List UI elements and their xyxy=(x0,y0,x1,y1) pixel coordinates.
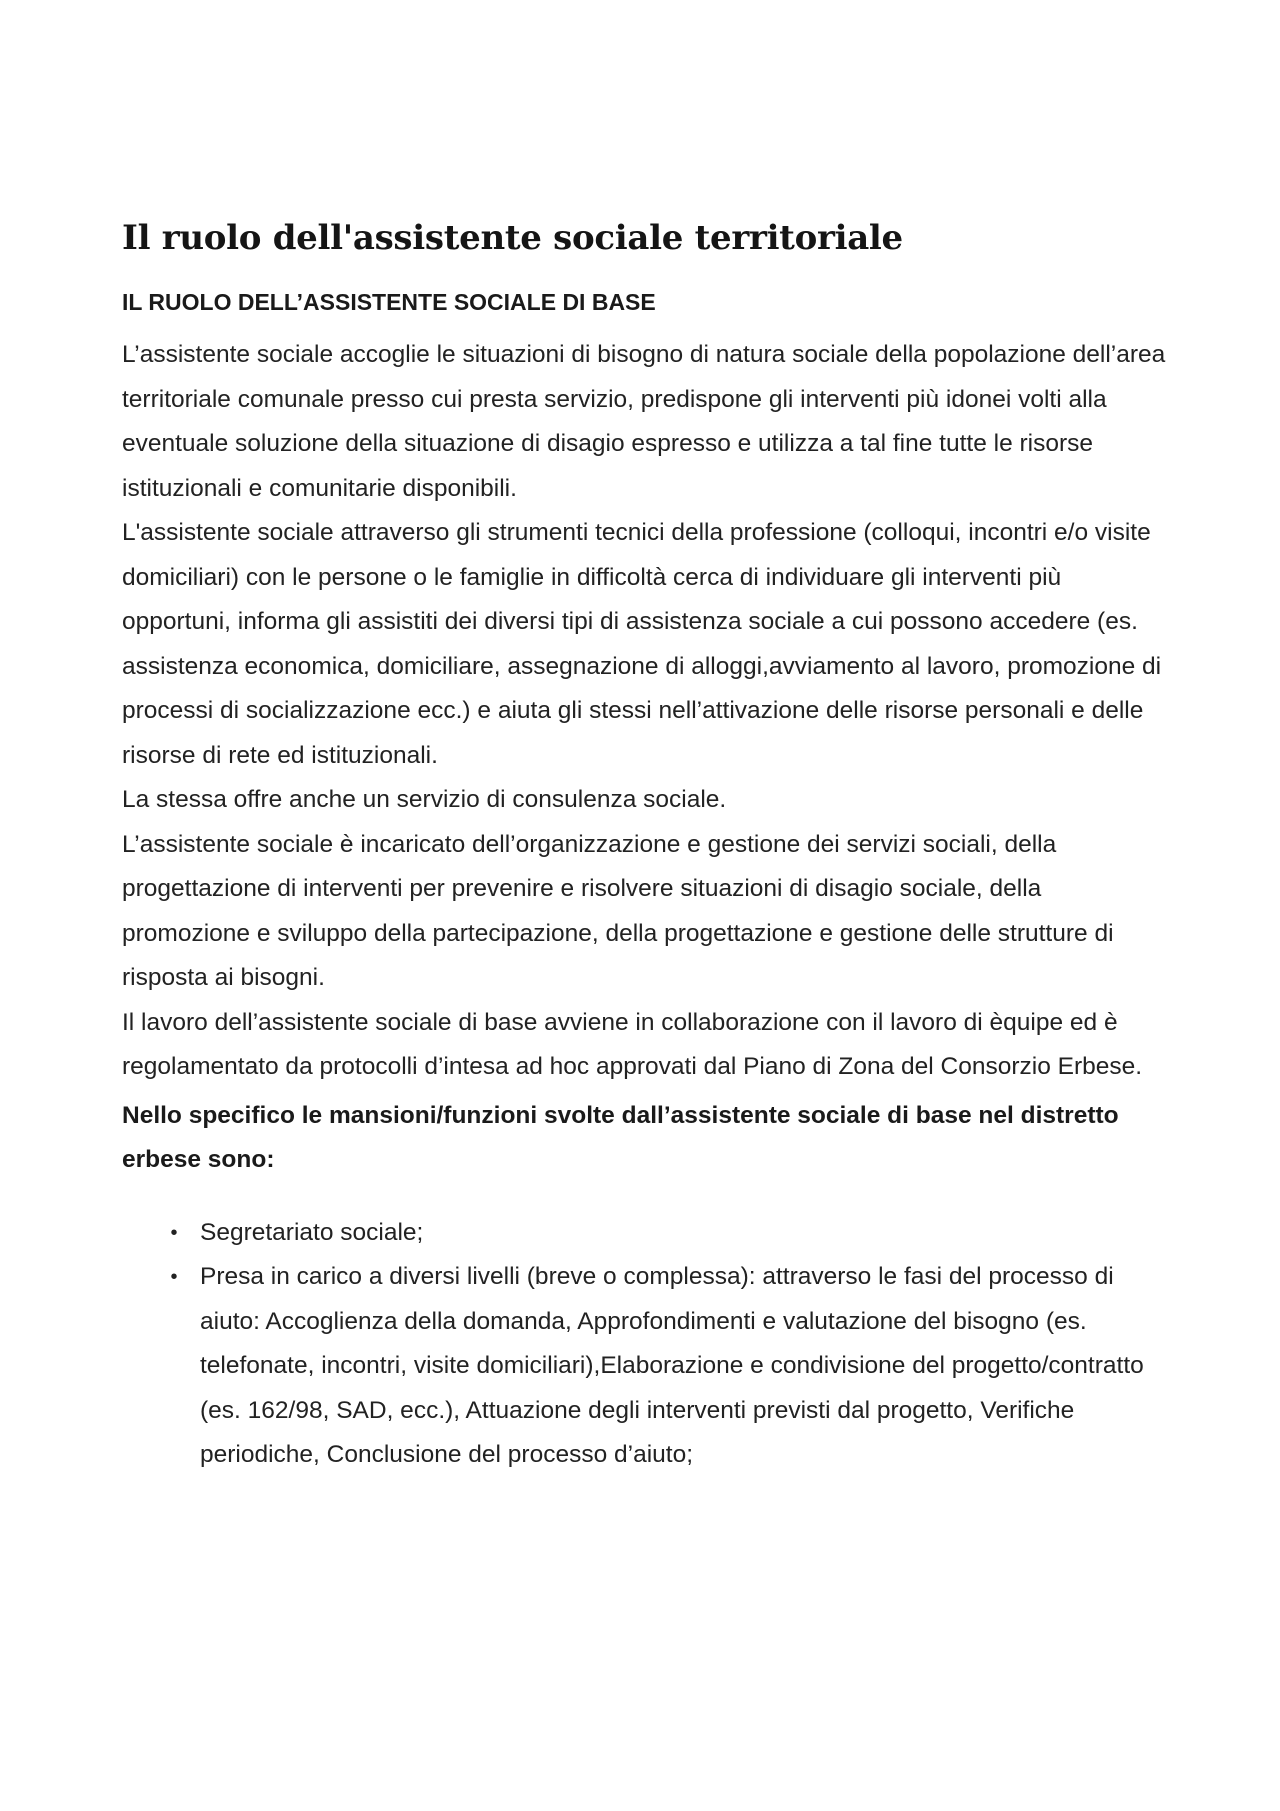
paragraph: L'assistente sociale attraverso gli strumenti tecnici della professione (colloqui, incontri e/o visite domiciliari) con le persone o le famiglie in difficoltà cerca di individuare gli interventi più opportuni, informa gli assistiti dei diversi tipi di assistenza sociale a cui possono accedere (es. assistenza economica, domiciliare, assegnazione di alloggi,avviamento al lavoro, promozione di processi di socializzazione ecc.) e aiuta gli stessi nell’attivazione delle risorse personali e delle risorse di rete ed istituzionali. xyxy=(122,519,1162,769)
page-title: Il ruolo dell'assistente sociale territoriale xyxy=(122,218,903,258)
list-heading: Nello specifico le mansioni/funzioni svolte dall’assistente sociale di base nel distretto erbese sono: xyxy=(122,1101,1119,1173)
body-text xyxy=(122,333,1172,1090)
list-item-text: Presa in carico a diversi livelli (breve o complessa): attraverso le fasi del processo di aiuto: Accoglienza della domanda, Approfondimenti e valutazione del bisogno (es. telefonate, incontri, visite domiciliari),Elaborazione e condivisione del progetto/contratto (es. 162/98, SAD, ecc.), Attuazione degli interventi previsti dal progetto, Verifiche periodiche, Conclusione del processo d’aiuto; xyxy=(200,1263,1144,1468)
bullet-icon: • xyxy=(170,1266,178,1288)
list-item-text: Segretariato sociale; xyxy=(200,1218,424,1246)
paragraph: Il lavoro dell’assistente sociale di base avviene in collaborazione con il lavoro di èquipe ed è regolamentato da protocolli d’intesa ad hoc approvati dal Piano di Zona del Consorzio Erbese. xyxy=(122,1008,1143,1080)
list-item xyxy=(122,1255,1172,1478)
paragraph: La stessa offre anche un servizio di consulenza sociale. xyxy=(122,786,727,813)
duties-list xyxy=(122,1211,1172,1478)
paragraph: L’assistente sociale è incaricato dell’organizzazione e gestione dei servizi sociali, della progettazione di interventi per prevenire e risolvere situazioni di disagio sociale, della promozione e sviluppo della partecipazione, della progettazione e gestione delle strutture di risposta ai bisogni. xyxy=(122,830,1114,991)
paragraph: L’assistente sociale accoglie le situazioni di bisogno di natura sociale della popolazione dell’area territoriale comunale presso cui presta servizio, predispone gli interventi più idonei volti alla eventuale soluzione della situazione di disagio espresso e utilizza a tal fine tutte le risorse istituzionali e comunitarie disponibili. xyxy=(122,341,1166,502)
bullet-icon: • xyxy=(170,1221,178,1244)
list-item xyxy=(122,1211,1172,1256)
document-content xyxy=(122,213,1172,1478)
section-heading: IL RUOLO DELL’ASSISTENTE SOCIALE DI BASE xyxy=(122,289,656,315)
